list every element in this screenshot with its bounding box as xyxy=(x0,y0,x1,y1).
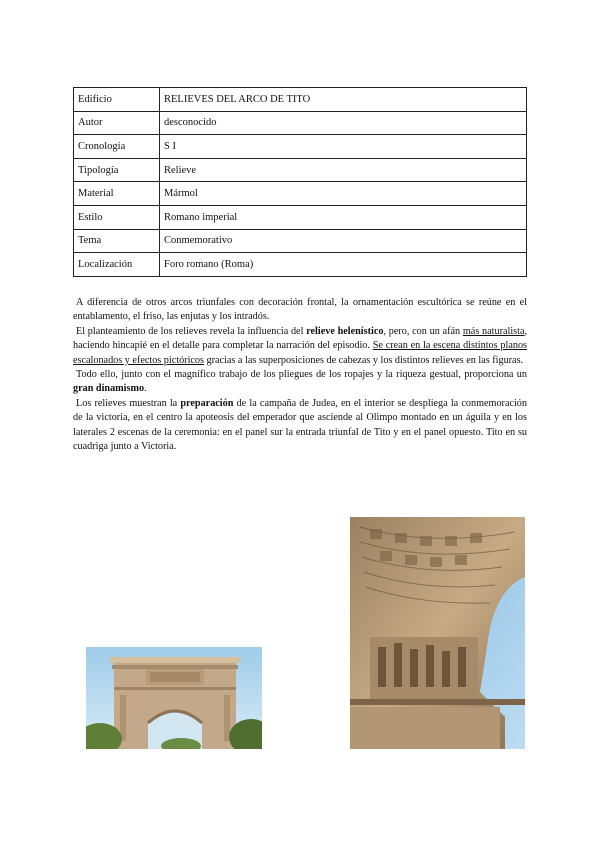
row-value: Romano imperial xyxy=(160,205,527,229)
table-row xyxy=(74,135,527,159)
table-row xyxy=(74,158,527,182)
table-row xyxy=(74,229,527,253)
table-row xyxy=(74,88,527,112)
paragraph-4: Los relieves muestran la preparación de la campaña de Judea, en el interior se despliega la conmemoración de la victoria, en el centro la apoteosis del emperador que asciende al Olimpo montado en un águila y en los laterales 2 escenas de la ceremonia: en el panel sur la entrada triunfal de Tito y en el panel opuesto. Tito en su cuadriga junto a Victoria. xyxy=(73,397,527,453)
row-label: Tipología xyxy=(74,158,160,182)
row-label: Edificio xyxy=(74,88,160,112)
row-value: Conmemorativo xyxy=(160,229,527,253)
arch-of-titus-photo xyxy=(86,647,262,749)
row-label: Estilo xyxy=(74,205,160,229)
table-row xyxy=(74,111,527,135)
info-table xyxy=(73,87,527,277)
table-row xyxy=(74,205,527,229)
paragraph-3: Todo ello, junto con el magnífico trabajo de los pliegues de los ropajes y la riqueza gestual, proporciona un gran dinamismo. xyxy=(73,369,527,395)
row-value: Mármol xyxy=(160,182,527,206)
row-label: Localización xyxy=(74,253,160,277)
row-label: Material xyxy=(74,182,160,206)
row-value: RELIEVES DEL ARCO DE TITO xyxy=(160,88,527,112)
body-text xyxy=(73,296,527,454)
row-label: Tema xyxy=(74,229,160,253)
table-row xyxy=(74,182,527,206)
row-label: Autor xyxy=(74,111,160,135)
arch-relief-photo xyxy=(350,517,525,749)
row-value: desconocido xyxy=(160,111,527,135)
row-value: S I xyxy=(160,135,527,159)
table-row xyxy=(74,253,527,277)
paragraph-1: A diferencia de otros arcos triunfales con decoración frontal, la ornamentación escultórica se reúne en el entablamento, el friso, las enjutas y los intradós. xyxy=(73,297,527,323)
row-value: Foro romano (Roma) xyxy=(160,253,527,277)
paragraph-2: El planteamiento de los relieves revela la influencia del relieve helenístico, pero, con un afán más naturalista, haciendo hincapié en el detalle para completar la narración del episodio. Se crean en la escena distintos planos escalonados y efectos pictóricos gracias a las superposiciones de cabezas y los distintos relieves en las figuras. xyxy=(73,325,528,366)
row-value: Relieve xyxy=(160,158,527,182)
row-label: Cronología xyxy=(74,135,160,159)
